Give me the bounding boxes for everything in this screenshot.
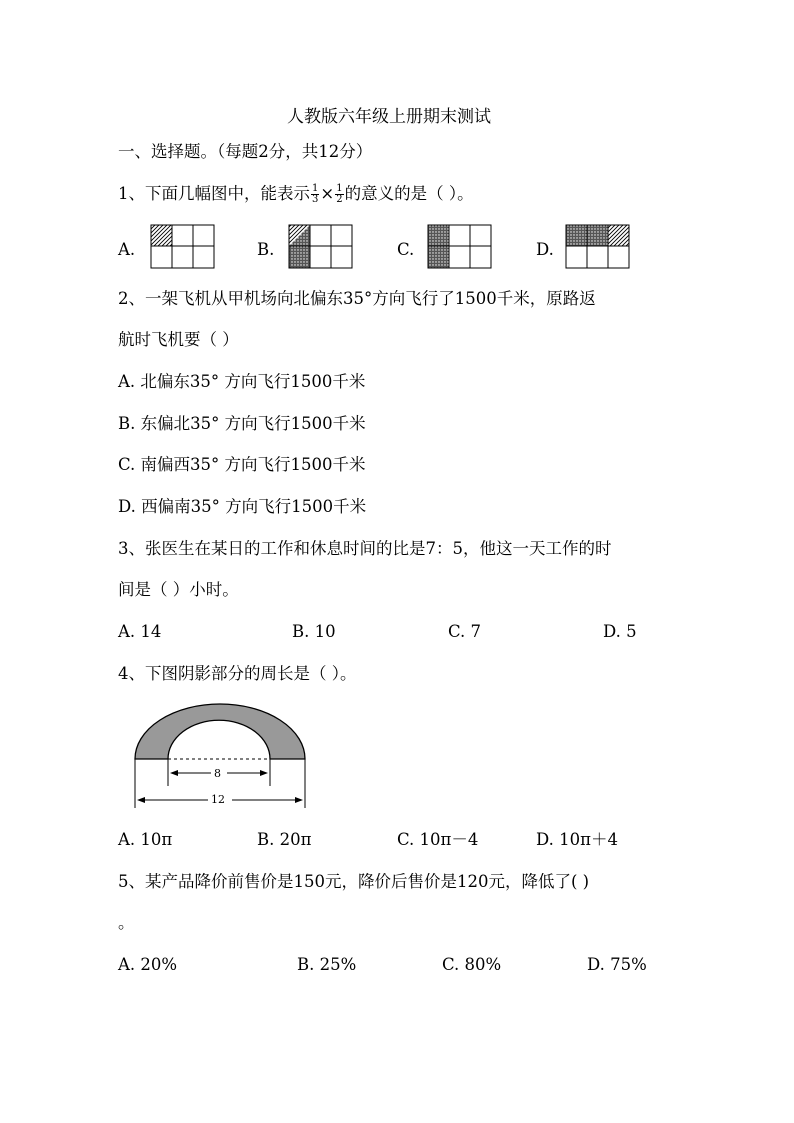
page-title: 人教版六年级上册期末测试 [287, 107, 491, 127]
q1-suffix: 的意义的是（ ）。 [344, 184, 474, 203]
times-sign: × [320, 184, 335, 203]
q3-option-b: B. 10 [292, 622, 336, 641]
q1-prefix: 1、下面几幅图中，能表示 [118, 184, 310, 203]
q4-option-b: B. 20π [257, 830, 312, 849]
q4-option-a: A. 10π [118, 830, 173, 849]
q4-option-d: D. 10π＋4 [536, 830, 618, 849]
q3-option-a: A. 14 [118, 622, 162, 641]
q3-option-c: C. 7 [448, 622, 482, 641]
q2-option-a: A. 北偏东35° 方向飞行1500千米 [118, 372, 366, 391]
q1-option-a-label: A. [118, 240, 136, 259]
q5-option-b: B. 25% [297, 955, 357, 974]
q3-stem-line1: 3、张医生在某日的工作和休息时间的比是7：5，他这一天工作的时 [118, 539, 612, 558]
q2-option-b: B. 东偏北35° 方向飞行1500千米 [118, 414, 366, 433]
q2-option-d: D. 西偏南35° 方向飞行1500千米 [118, 497, 367, 516]
q4-option-c: C. 10π－4 [397, 830, 479, 849]
q2-stem-line1: 2、一架飞机从甲机场向北偏东35°方向飞行了1500千米，原路返 [118, 289, 596, 308]
inner-diameter-label: 8 [214, 767, 221, 780]
q2-option-c: C. 南偏西35° 方向飞行1500千米 [118, 455, 366, 474]
q5-option-d: D. 75% [587, 955, 647, 974]
q5-stem-line1: 5、某产品降价前售价是150元，降价后售价是120元，降低了( ) [118, 872, 590, 891]
q1-option-c-label: C. [397, 240, 415, 259]
q3-option-d: D. 5 [603, 622, 637, 641]
section-heading: 一、选择题。（每题2分，共12分） [118, 142, 373, 161]
q3-stem-line2: 间是（ ）小时。 [118, 580, 239, 599]
fraction-one-half: $\frac{1}{2}$ [336, 183, 343, 205]
q1-option-b-label: B. [257, 240, 275, 259]
q5-option-c: C. 80% [442, 955, 502, 974]
fraction-one-third: $\frac{1}{3}$ [312, 183, 319, 205]
q5-option-a: A. 20% [118, 955, 178, 974]
outer-diameter-label: 12 [211, 793, 225, 806]
q5-stem-line2: 。 [118, 913, 135, 932]
q2-stem-line2: 航时飞机要（ ） [118, 330, 239, 349]
q1-option-d-label: D. [536, 240, 554, 259]
q4-stem: 4、下图阴影部分的周长是（ ）。 [118, 664, 357, 683]
